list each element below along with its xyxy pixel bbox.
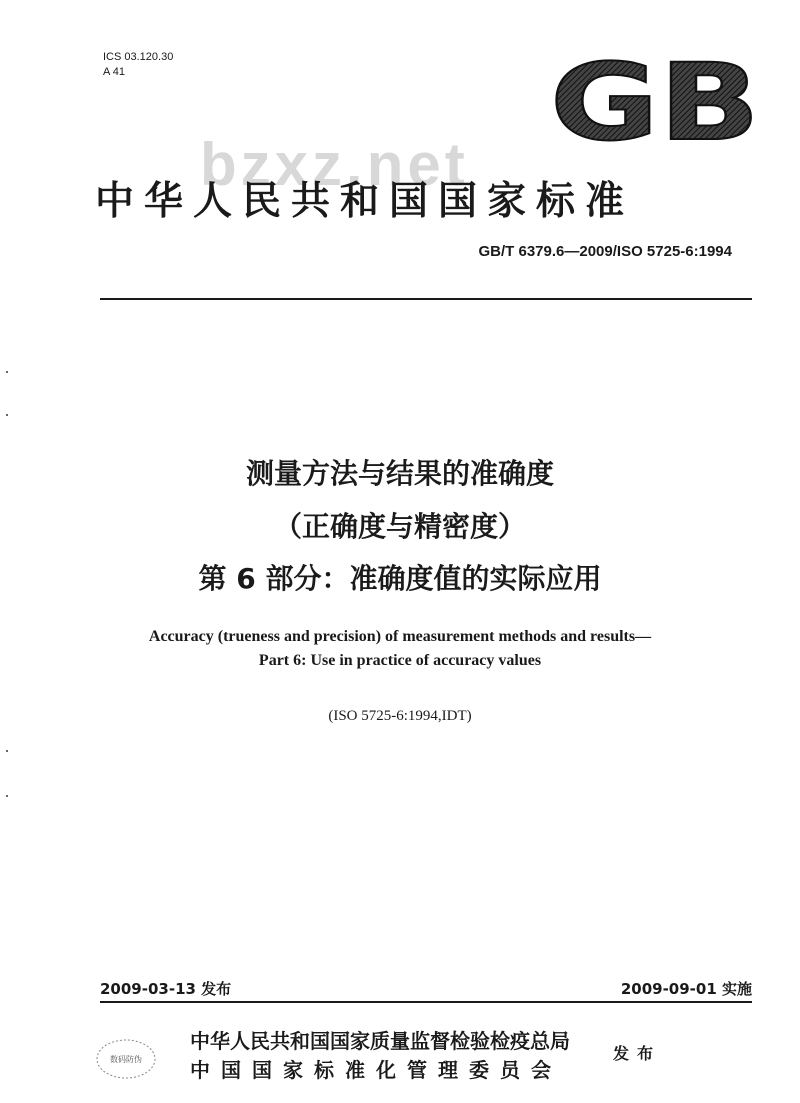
watermark: bzxz.net: [200, 131, 469, 198]
standard-number: GB/T 6379.6—2009/ISO 5725-6:1994: [478, 243, 732, 260]
margin-mark: [6, 795, 8, 797]
english-title-line-2: Part 6: Use in practice of accuracy values: [258, 652, 542, 669]
margin-mark: [6, 750, 8, 752]
chinese-title-line-3: 第 6 部分：准确度值的实际应用: [198, 562, 602, 595]
margin-mark: [6, 371, 8, 373]
national-standard-title: 中华人民共和国国家标准: [95, 179, 635, 224]
anti-counterfeit-stamp: [95, 1037, 157, 1081]
issuing-org-sac: 中国国家标准化管理委员会: [190, 1058, 562, 1082]
issue-label: 发布: [613, 1044, 662, 1063]
svg-text:GB: GB: [550, 55, 760, 150]
implementation-date: 2009-09-01 实施: [620, 980, 752, 998]
english-title-line-1: Accuracy (trueness and precision) of measurement methods and results—: [148, 628, 652, 645]
chinese-title-line-2: （正确度与精密度）: [273, 510, 526, 543]
classification-codes: [103, 50, 173, 80]
iso-equivalence: (ISO 5725-6:1994,IDT): [328, 708, 472, 724]
ccs-code: A 41: [103, 66, 126, 78]
issuing-org-aqsiq: 中华人民共和国国家质量监督检验检疫总局: [190, 1029, 570, 1053]
issue-date: 2009-03-13 发布: [100, 980, 232, 998]
margin-mark: [6, 414, 8, 416]
bottom-divider: [100, 1001, 752, 1003]
chinese-title-line-1: 测量方法与结果的准确度: [245, 457, 554, 490]
ics-code: ICS 03.120.30: [103, 51, 174, 63]
gb-logo: [545, 55, 765, 150]
top-divider: [100, 298, 752, 300]
svg-text:数码防伪: 数码防伪: [110, 1055, 142, 1064]
